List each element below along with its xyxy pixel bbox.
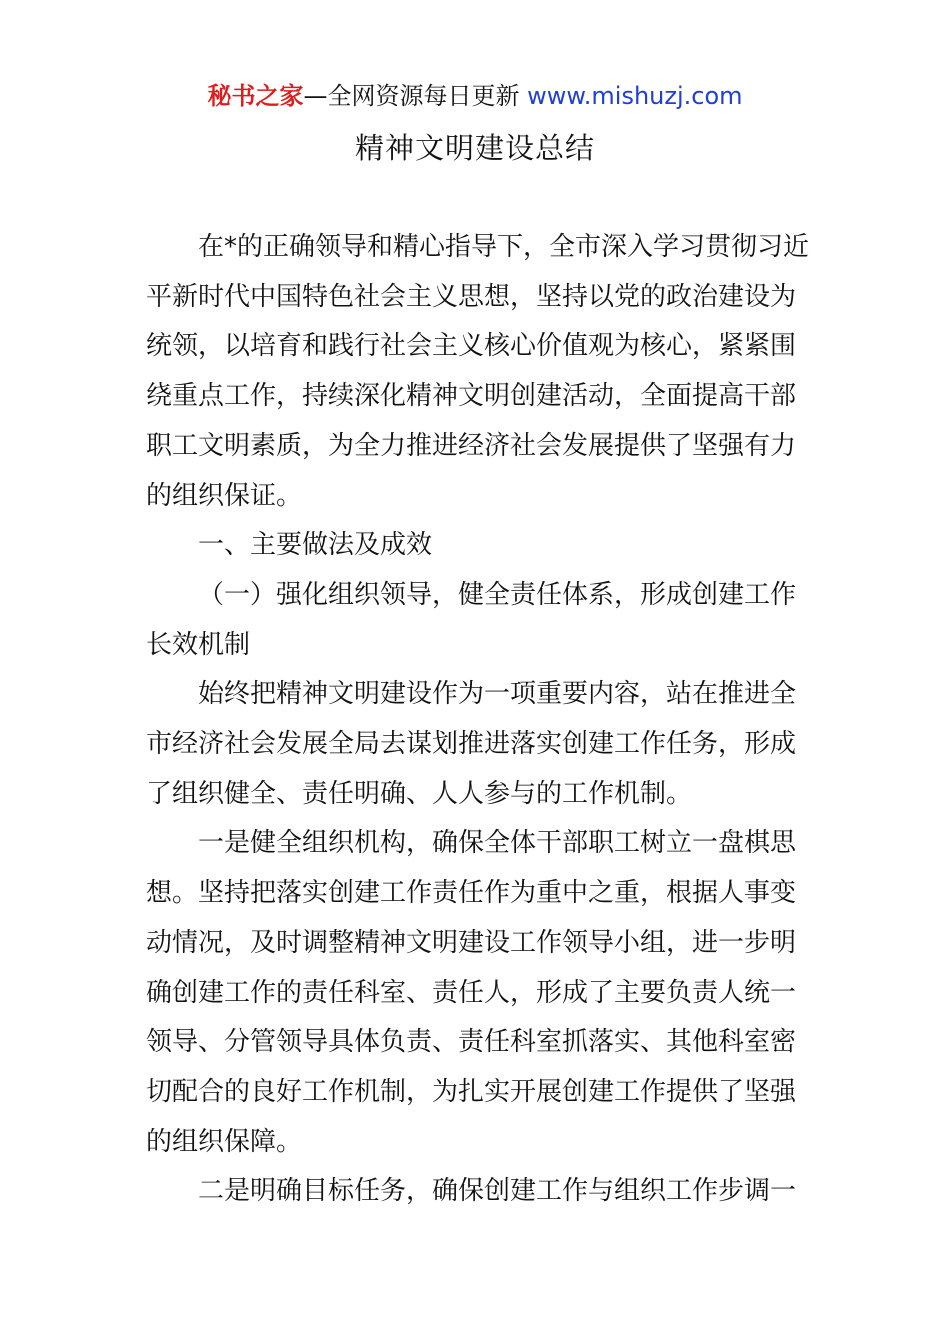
text-line: 切配合的良好工作机制，为扎实开展创建工作提供了坚强 — [146, 1076, 797, 1107]
document-title: 精神文明建设总结 — [354, 131, 595, 165]
text-line: 动情况，及时调整精神文明建设工作领导小组，进一步明 — [146, 927, 797, 958]
brand-name: 秘书之家 — [207, 82, 304, 110]
text-line: 绕重点工作，持续深化精神文明创建活动，全面提高干部 — [146, 381, 797, 412]
text-line: 职工文明素质，为全力推进经济社会发展提供了坚强有力 — [146, 430, 797, 461]
text-line: 市经济社会发展全局去谋划推进落实创建工作任务，形成 — [146, 729, 797, 760]
text-line: 一是健全组织机构，确保全体干部职工树立一盘棋思 — [198, 828, 797, 859]
body-lines — [146, 223, 810, 1217]
text-line: 领导、分管领导具体负责、责任科室抓落实、其他科室密 — [146, 1027, 797, 1058]
text-line: 的组织保证。 — [146, 480, 303, 511]
text-line: 在*的正确领导和精心指导下，全市深入学习贯彻习近 — [198, 232, 810, 262]
subsection-heading: （一）强化组织领导，健全责任体系，形成创建工作 — [198, 579, 797, 610]
text-line: 二是明确目标任务，确保创建工作与组织工作步调一 — [198, 1176, 797, 1207]
text-line: 统领，以培育和践行社会主义核心价值观为核心，紧紧围 — [146, 331, 797, 362]
site-header — [0, 80, 950, 112]
site-url-link[interactable]: www.mishuzj.com — [527, 82, 743, 110]
text-line: 确创建工作的责任科室、责任人，形成了主要负责人统一 — [146, 977, 797, 1008]
document-body — [146, 223, 810, 1217]
text-line: 想。坚持把落实创建工作责任作为重中之重，根据人事变 — [146, 878, 797, 909]
header-tagline: —全网资源每日更新 — [303, 82, 520, 110]
section-heading: 一、主要做法及成效 — [198, 530, 433, 561]
text-line: 平新时代中国特色社会主义思想，坚持以党的政治建设为 — [146, 281, 797, 312]
text-line: 的组织保障。 — [146, 1126, 303, 1157]
text-line: 始终把精神文明建设作为一项重要内容，站在推进全 — [198, 679, 797, 710]
subsection-heading-cont: 长效机制 — [146, 629, 251, 660]
text-line: 了组织健全、责任明确、人人参与的工作机制。 — [146, 778, 693, 809]
